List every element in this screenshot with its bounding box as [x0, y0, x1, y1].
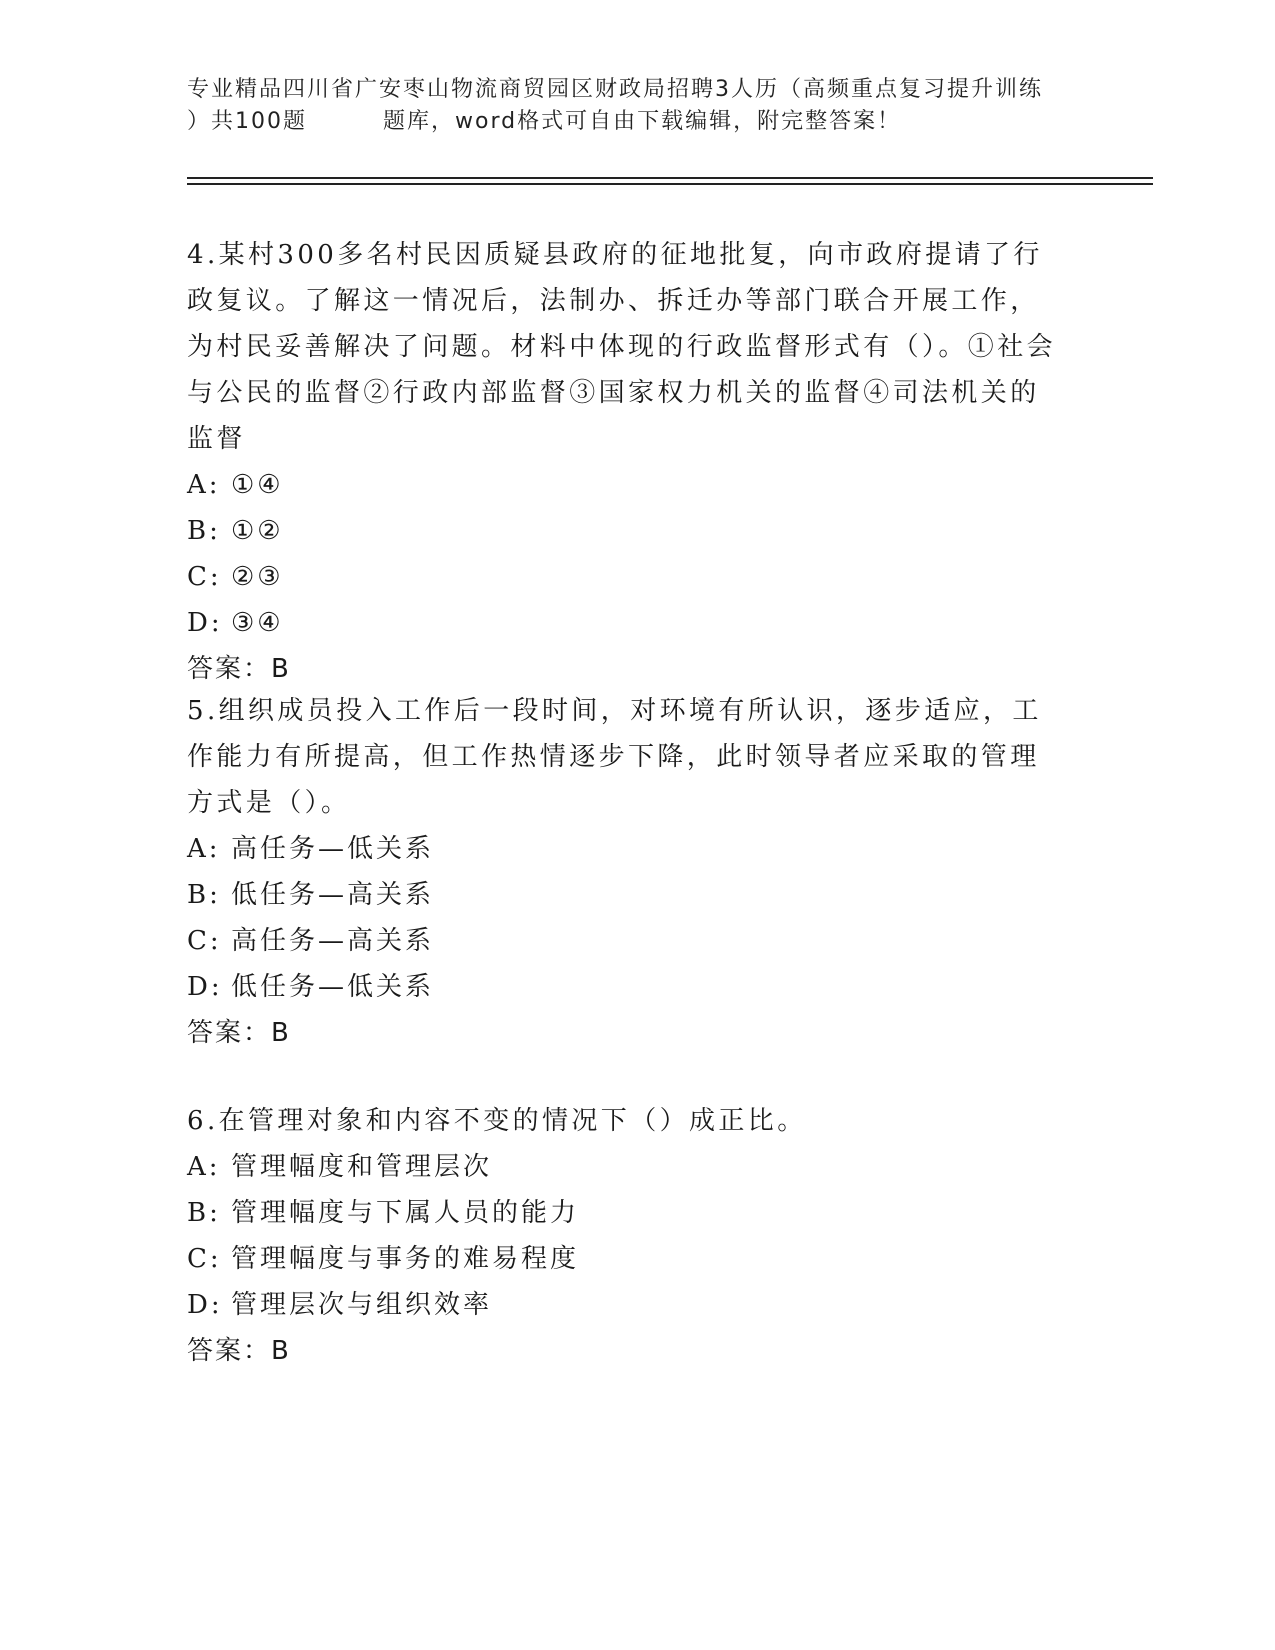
answer-line: 答案：B: [187, 654, 291, 684]
option-letter: D:: [187, 1290, 223, 1320]
option-text: ①②: [231, 516, 284, 546]
option-c: [187, 918, 1067, 964]
option-b: [187, 1190, 1067, 1236]
option-d: [187, 964, 1067, 1010]
question-text: 5.组织成员投入工作后一段时间，对环境有所认识，逐步适应，工作能力有所提高，但工作热情逐步下降，此时领导者应采取的管理方式是（）。: [187, 696, 1042, 818]
question-block: [187, 232, 1067, 692]
option-b: [187, 508, 1067, 554]
option-text: 高任务—高关系: [231, 926, 435, 956]
option-letter: B:: [187, 880, 221, 910]
option-text: ①④: [231, 470, 284, 500]
header-subtitle-line: [187, 106, 1087, 138]
option-letter: B:: [187, 1198, 221, 1228]
option-letter: A:: [187, 470, 221, 500]
option-text: ②③: [231, 562, 284, 592]
option-letter: D:: [187, 608, 223, 638]
option-letter: D:: [187, 972, 223, 1002]
option-text: 管理幅度和管理层次: [231, 1152, 493, 1182]
option-text: 管理幅度与事务的难易程度: [231, 1244, 580, 1274]
answer-line: 答案：B: [187, 1336, 291, 1366]
option-c: [187, 1236, 1067, 1282]
option-a: [187, 462, 1067, 508]
answer-line: 答案：B: [187, 1018, 291, 1048]
option-d: [187, 1282, 1067, 1328]
option-a: [187, 826, 1067, 872]
option-letter: A:: [187, 834, 221, 864]
header-divider-top: [187, 177, 1153, 179]
document-header: [187, 74, 1087, 138]
header-description: 题库，word格式可自由下载编辑，附完整答案！: [383, 109, 902, 134]
option-text: ③④: [231, 608, 284, 638]
option-letter: B:: [187, 516, 221, 546]
option-text: 管理层次与组织效率: [231, 1290, 493, 1320]
option-text: 低任务—低关系: [231, 972, 435, 1002]
header-question-count: ）共100题: [187, 109, 307, 134]
option-text: 低任务—高关系: [231, 880, 435, 910]
question-block: [187, 1098, 1067, 1374]
option-text: 高任务—低关系: [231, 834, 435, 864]
option-text: 管理幅度与下属人员的能力: [231, 1198, 580, 1228]
option-d: [187, 600, 1067, 646]
question-text: 6.在管理对象和内容不变的情况下（）成正比。: [187, 1106, 807, 1136]
option-letter: C:: [187, 562, 222, 592]
option-a: [187, 1144, 1067, 1190]
header-divider-bottom: [187, 183, 1153, 185]
question-text: 4.某村300多名村民因质疑县政府的征地批复，向市政府提请了行政复议。了解这一情况后，法制办、拆迁办等部门联合开展工作，为村民妥善解决了问题。材料中体现的行政监督形式有（）。①社会与公民的监督②行政内部监督③国家权力机关的监督④司法机关的监督: [187, 240, 1057, 454]
option-c: [187, 554, 1067, 600]
header-title-line: 专业精品四川省广安枣山物流商贸园区财政局招聘3人历（高频重点复习提升训练: [187, 77, 1043, 102]
option-letter: C:: [187, 926, 222, 956]
option-b: [187, 872, 1067, 918]
option-letter: C:: [187, 1244, 222, 1274]
question-block: [187, 688, 1067, 1056]
option-letter: A:: [187, 1152, 221, 1182]
